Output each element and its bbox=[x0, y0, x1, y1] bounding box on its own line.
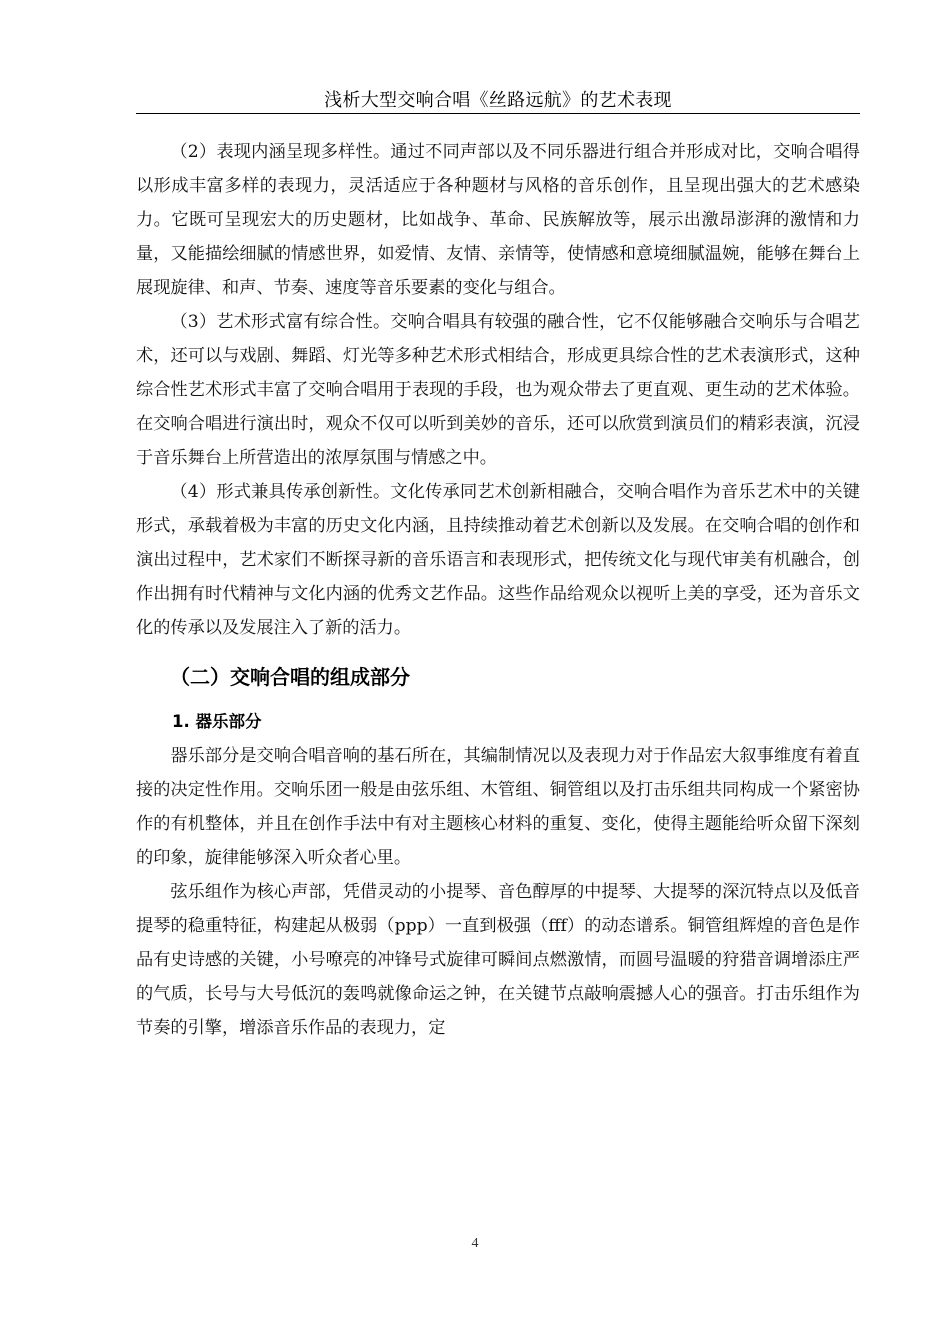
paragraph-instrumental: 器乐部分是交响合唱音响的基石所在，其编制情况以及表现力对于作品宏大叙事维度有着直接的决定性作用。交响乐团一般是由弦乐组、木管组、铜管组以及打击乐组共同构成一个紧密协作的有机整体，并且在创作手法中有对主题核心材料的重复、变化，使得主题能给听众留下深刻的印象，旋律能够深入听众者心里。 bbox=[136, 746, 860, 868]
paragraph-comprehensiveness: （3）艺术形式富有综合性。交响合唱具有较强的融合性，它不仅能够融合交响乐与合唱艺术，还可以与戏剧、舞蹈、灯光等多种艺术形式相结合，形成更具综合性的艺术表演形式，这种综合性艺术形式丰富了交响合唱用于表现的手段，也为观众带去了更直观、更生动的艺术体验。在交响合唱进行演出时，观众不仅可以听到美妙的音乐，还可以欣赏到演员们的精彩表演，沉浸于音乐舞台上所营造出的浓厚氛围与情感之中。 bbox=[136, 312, 860, 468]
section-heading: （二）交响合唱的组成部分 bbox=[170, 665, 410, 689]
paragraph-diversity: （2）表现内涵呈现多样性。通过不同声部以及不同乐器进行组合并形成对比，交响合唱得以形成丰富多样的表现力，灵活适应于各种题材与风格的音乐创作，且呈现出强大的艺术感染力。它既可呈现宏大的历史题材，比如战争、革命、民族解放等，展示出激昂澎湃的激情和力量，又能描绘细腻的情感世界，如爱情、友情、亲情等，使情感和意境细腻温婉，能够在舞台上展现旋律、和声、节奏、速度等音乐要素的变化与组合。 bbox=[136, 142, 860, 298]
paragraph-strings-brass: 弦乐组作为核心声部，凭借灵动的小提琴、音色醇厚的中提琴、大提琴的深沉特点以及低音提琴的稳重特征，构建起从极弱（ppp）一直到极强（fff）的动态谱系。铜管组辉煌的音色是作品有史诗感的关键，小号嘹亮的冲锋号式旋律可瞬间点燃激情，而圆号温暖的狩猎音调增添庄严的气质，长号与大号低沉的轰鸣就像命运之钟，在关键节点敲响震撼人心的强音。打击乐组作为节奏的引擎，增添音乐作品的表现力，定 bbox=[136, 882, 860, 1038]
running-header-title: 浅析大型交响合唱《丝路远航》的艺术表现 bbox=[324, 90, 672, 111]
page-number: 4 bbox=[471, 1236, 479, 1251]
body-text bbox=[136, 135, 860, 1045]
header-rule bbox=[136, 113, 860, 114]
sub-heading-instrumental: 1. 器乐部分 bbox=[172, 712, 262, 731]
paragraph-inheritance-innovation: （4）形式兼具传承创新性。文化传承同艺术创新相融合，交响合唱作为音乐艺术中的关键形式，承载着极为丰富的历史文化内涵，且持续推动着艺术创新以及发展。在交响合唱的创作和演出过程中，艺术家们不断探寻新的音乐语言和表现形式，把传统文化与现代审美有机融合，创作出拥有时代精神与文化内涵的优秀文艺作品。这些作品给观众以视听上美的享受，还为音乐文化的传承以及发展注入了新的活力。 bbox=[136, 482, 860, 638]
